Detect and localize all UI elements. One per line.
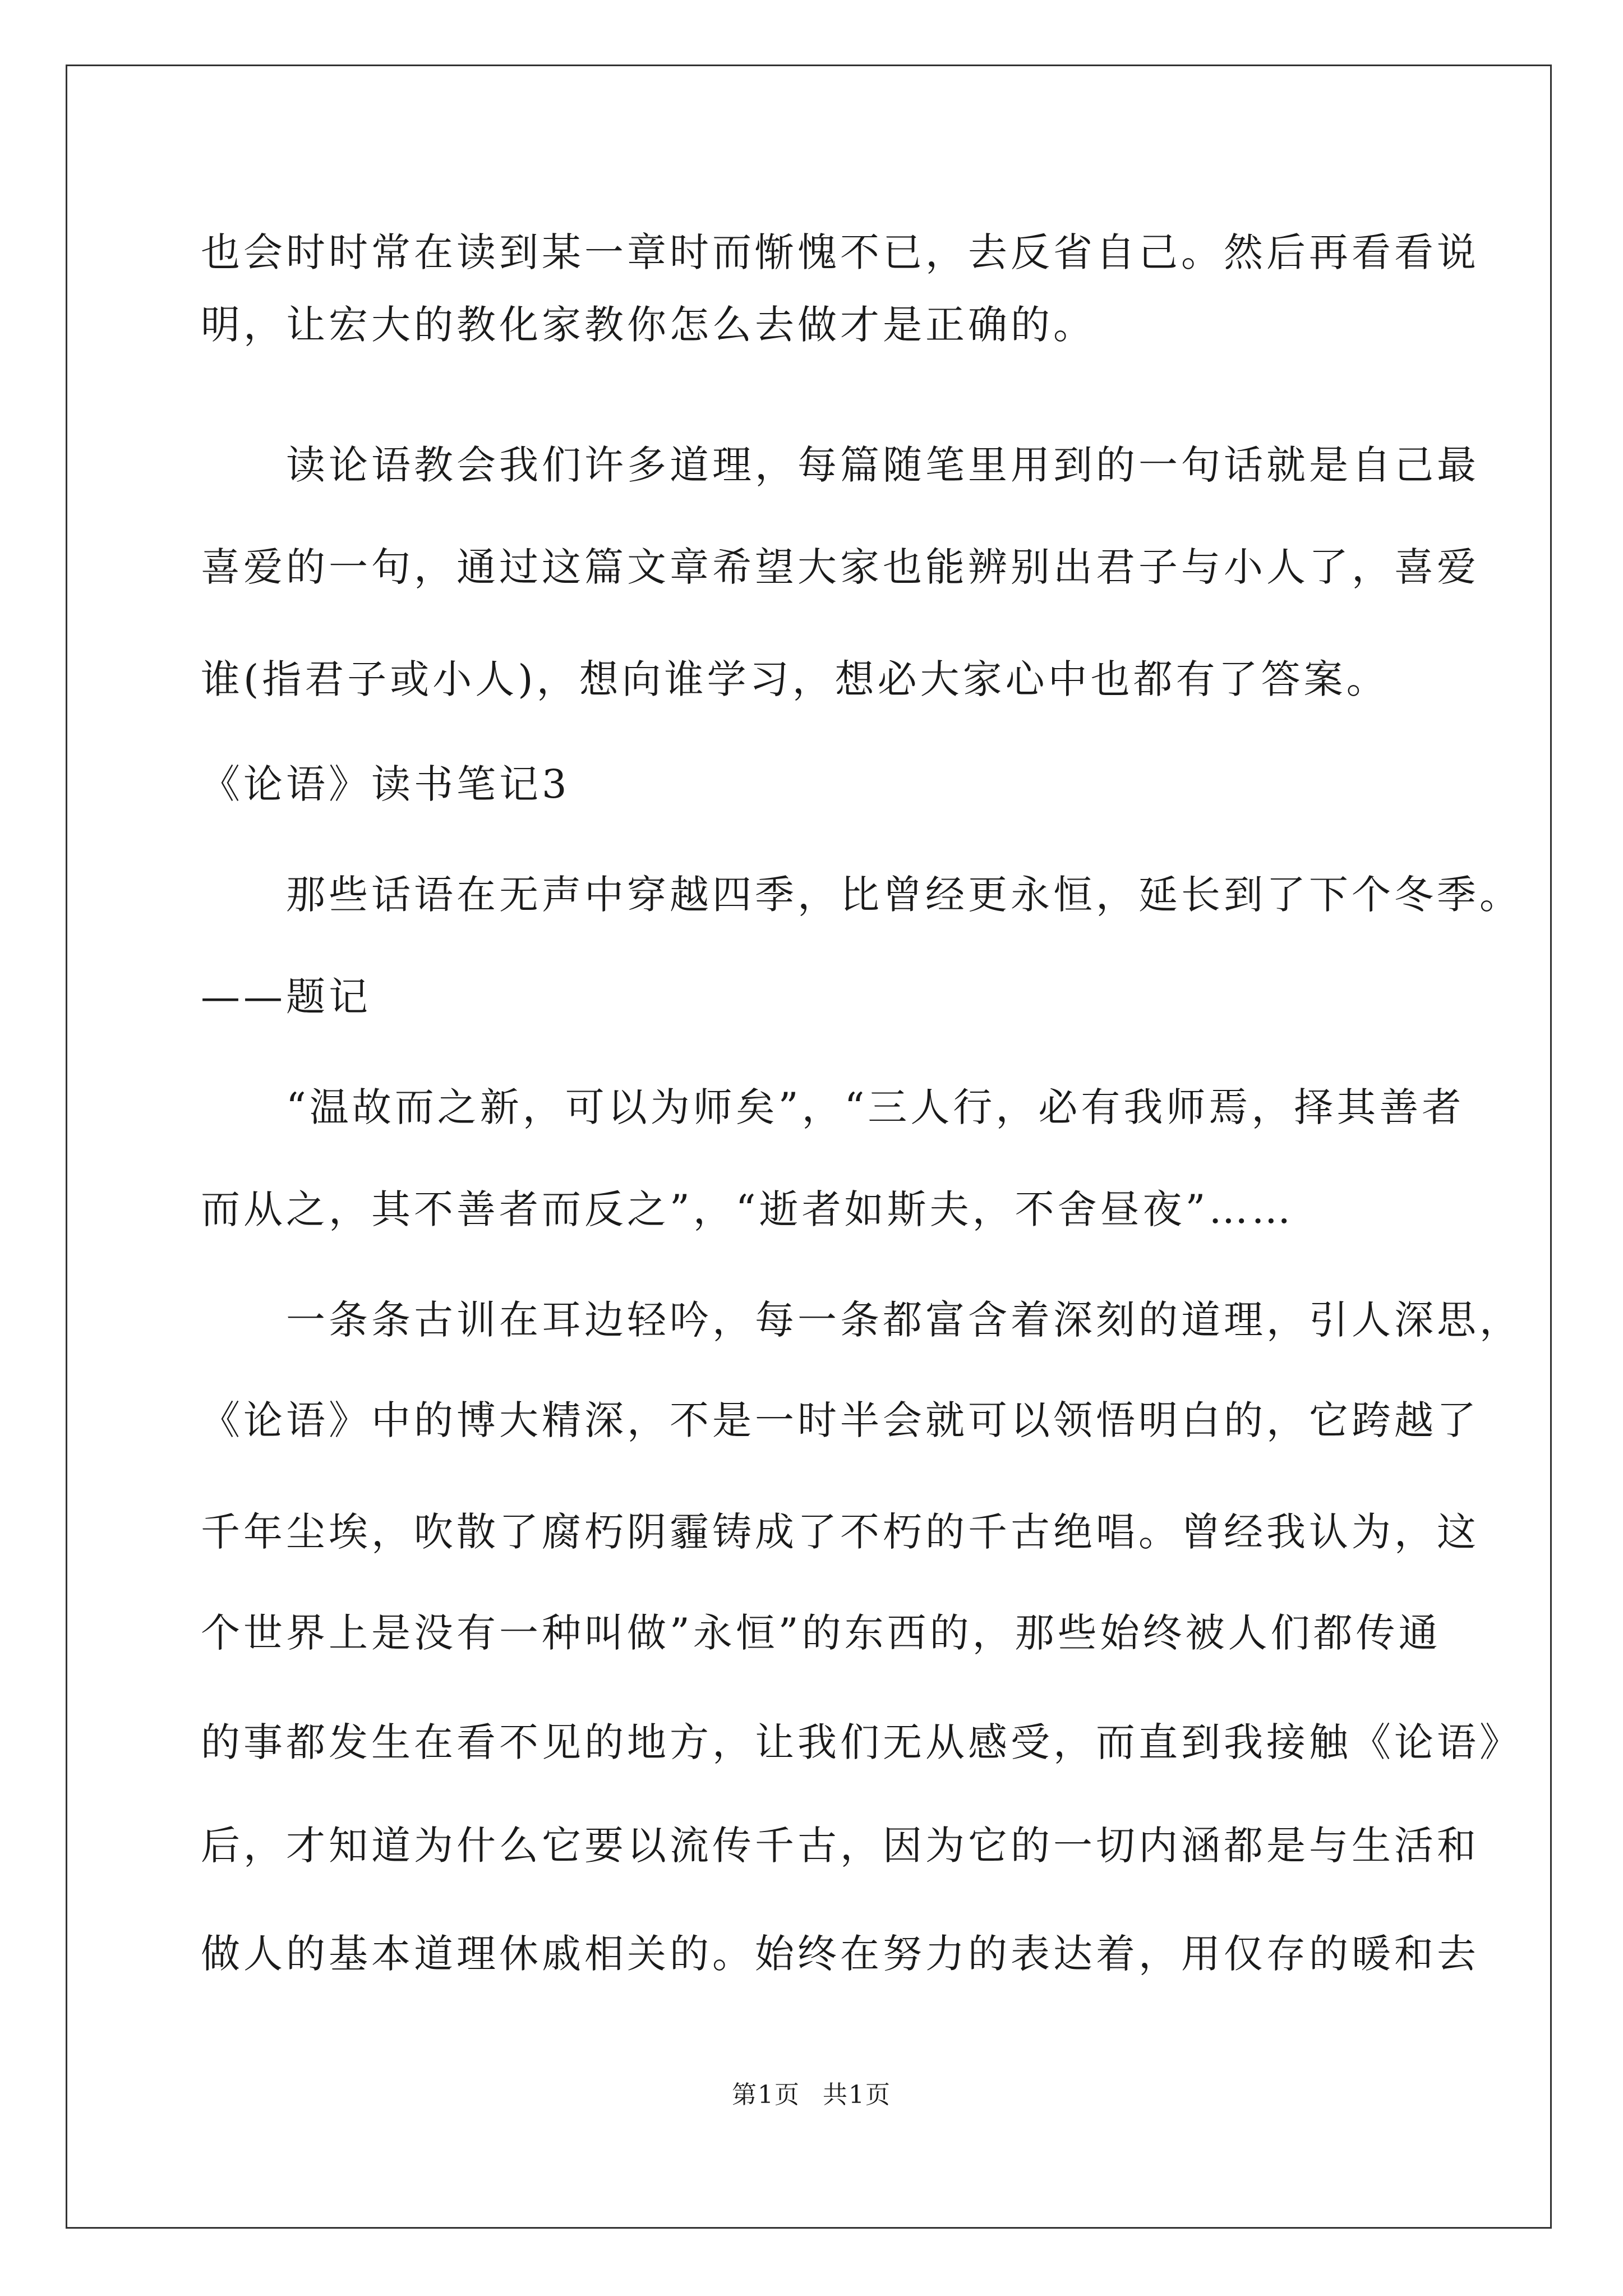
page-footer	[0, 2079, 1623, 2111]
text-line: 的事都发生在看不见的地方，让我们无从感受，而直到我接触《论语》	[201, 1719, 1522, 1765]
text-line: ——题记	[201, 974, 371, 1020]
text-line: 也会时时常在读到某一章时而惭愧不已，去反省自己。然后再看看说	[201, 229, 1479, 275]
page-number: 第1页	[732, 2081, 800, 2109]
text-line: 喜爱的一句，通过这篇文章希望大家也能辨别出君子与小人了，喜爱	[201, 544, 1479, 590]
text-line: 读论语教会我们许多道理，每篇随笔里用到的一句话就是自己最	[201, 442, 1479, 488]
text-line: 明，让宏大的教化家教你怎么去做才是正确的。	[201, 302, 1096, 348]
page-total: 共1页	[823, 2081, 891, 2109]
text-line: 谁(指君子或小人)，想向谁学习，想必大家心中也都有了答案。	[201, 656, 1389, 702]
page-border	[66, 65, 1552, 2229]
text-line: 而从之，其不善者而反之”，“逝者如斯夫，不舍昼夜”……	[201, 1186, 1294, 1232]
text-line: “温故而之新，可以为师矣”，“三人行，必有我师焉，择其善者	[201, 1084, 1465, 1130]
text-line: 个世界上是没有一种叫做”永恒”的东西的，那些始终被人们都传通	[201, 1610, 1441, 1656]
section-heading: 《论语》读书笔记3	[201, 761, 570, 807]
text-line: 做人的基本道理休戚相关的。始终在努力的表达着，用仅存的暖和去	[201, 1931, 1479, 1977]
text-line: 《论语》中的博大精深，不是一时半会就可以领悟明白的，它跨越了	[201, 1397, 1479, 1443]
text-line: 那些话语在无声中穿越四季，比曾经更永恒，延长到了下个冬季。	[201, 872, 1522, 918]
text-line: 后，才知道为什么它要以流传千古，因为它的一切内涵都是与生活和	[201, 1823, 1479, 1869]
text-line: 一条条古训在耳边轻吟，每一条都富含着深刻的道理，引人深思，	[201, 1297, 1522, 1343]
text-line: 千年尘埃，吹散了腐朽阴霾铸成了不朽的千古绝唱。曾经我认为，这	[201, 1509, 1479, 1555]
